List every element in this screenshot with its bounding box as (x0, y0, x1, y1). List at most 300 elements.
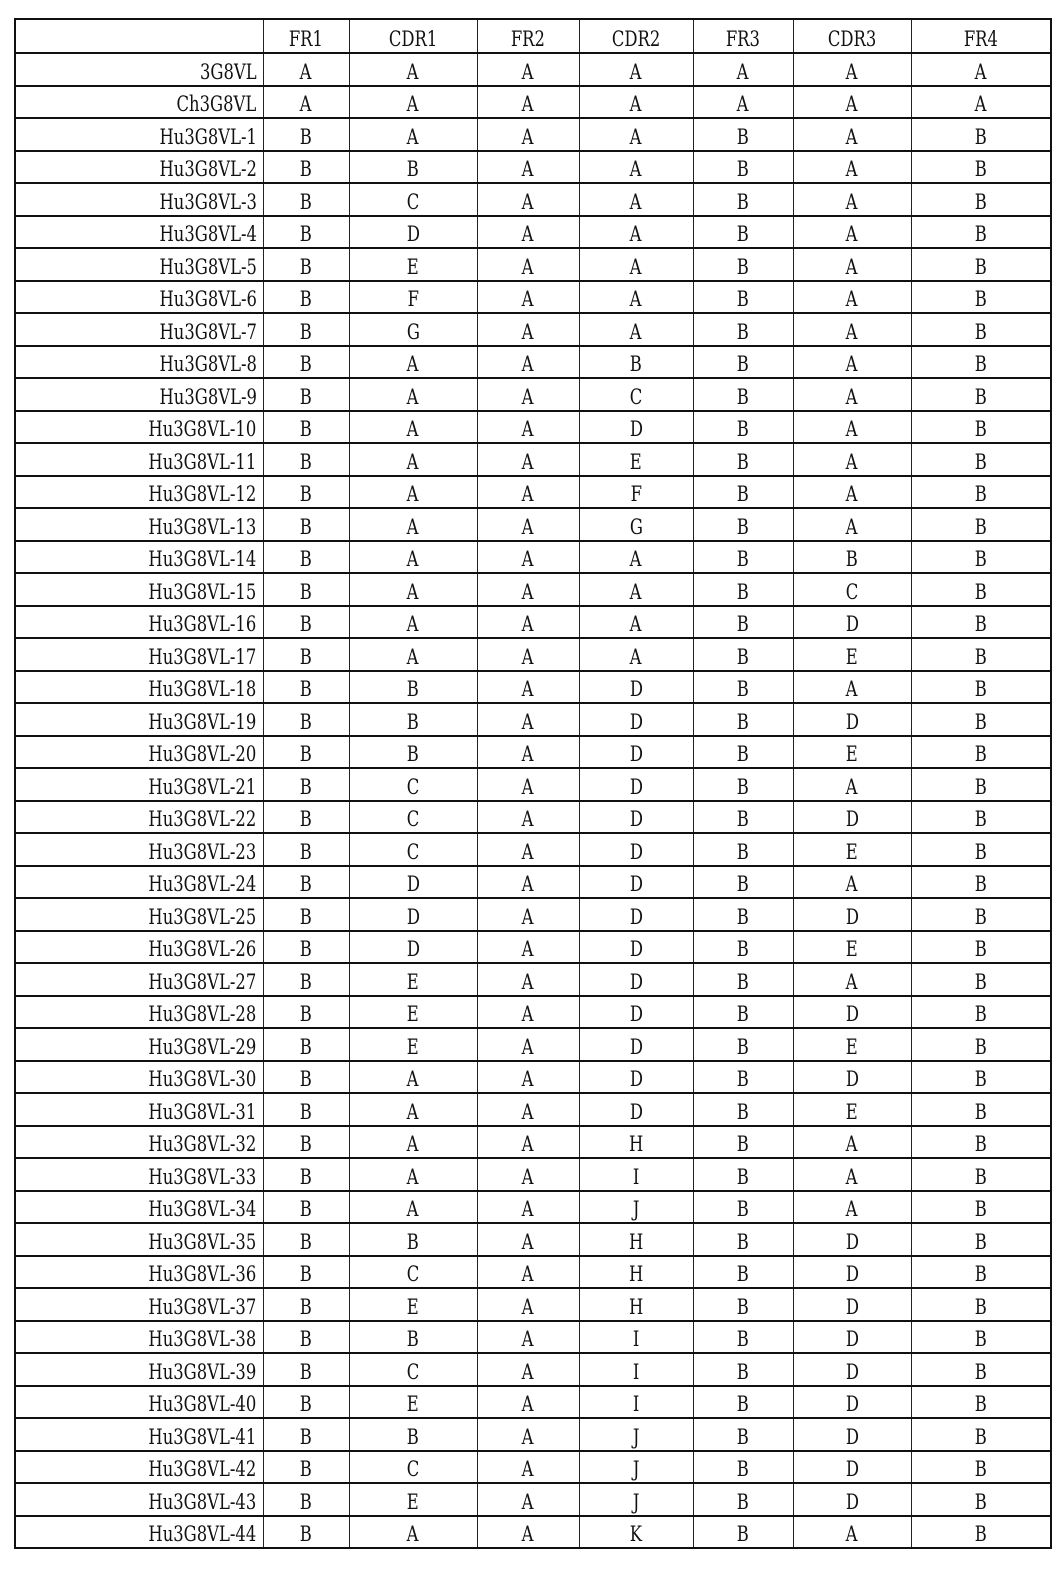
region-value: A (630, 254, 642, 279)
region-value-cell (911, 1191, 1051, 1224)
region-value-cell (911, 866, 1051, 899)
table-row (15, 638, 1051, 671)
region-value-cell (349, 1516, 477, 1549)
region-value-cell (693, 606, 793, 639)
variant-name: Hu3G8VL-12 (148, 482, 257, 506)
variant-name: Hu3G8VL-38 (148, 1327, 257, 1351)
variant-name: Hu3G8VL-31 (148, 1099, 257, 1124)
table-row (15, 53, 1051, 86)
table-row (15, 1256, 1051, 1289)
region-value: D (629, 969, 643, 994)
region-value: B (736, 937, 750, 961)
variant-name: Hu3G8VL-7 (159, 319, 257, 344)
table-row (15, 151, 1051, 184)
region-value-cell (579, 86, 693, 119)
region-value-cell (263, 573, 349, 606)
region-value-cell (263, 508, 349, 541)
region-value-cell (693, 183, 793, 216)
region-value: A (407, 1522, 419, 1546)
table-row (15, 866, 1051, 899)
column-header-label: CDR2 (611, 27, 661, 51)
region-value: B (974, 644, 987, 669)
region-value-cell (477, 1028, 579, 1061)
variant-name: Hu3G8VL-8 (159, 352, 257, 376)
region-value: B (299, 1392, 313, 1416)
variant-name-cell (15, 1418, 263, 1451)
region-value: A (846, 287, 858, 311)
region-value: B (299, 124, 313, 149)
region-value-cell (579, 1028, 693, 1061)
region-value: J (632, 1424, 640, 1449)
region-value: A (630, 319, 642, 344)
region-value-cell (579, 541, 693, 574)
region-value: A (846, 124, 858, 149)
region-value-cell (349, 638, 477, 671)
variant-name-cell (15, 1288, 263, 1321)
region-value: B (299, 352, 313, 376)
region-value-cell (579, 378, 693, 411)
region-value: B (299, 1132, 313, 1156)
region-value: A (846, 222, 858, 246)
column-header-label: CDR1 (388, 27, 438, 51)
region-value: B (736, 547, 750, 571)
table-row (15, 378, 1051, 411)
region-value: B (299, 1424, 313, 1449)
region-value-cell (793, 346, 911, 379)
region-value: B (299, 1359, 313, 1384)
region-value-cell (349, 1256, 477, 1289)
region-value: A (522, 1197, 534, 1221)
region-value: B (299, 839, 313, 864)
region-value-cell (911, 443, 1051, 476)
region-value: A (522, 1229, 534, 1254)
region-value: B (299, 1262, 313, 1286)
region-value-cell (693, 1256, 793, 1289)
region-value-cell (793, 508, 911, 541)
region-value-cell (693, 1516, 793, 1549)
region-value: B (406, 709, 420, 734)
region-value-cell (349, 86, 477, 119)
region-value-cell (911, 1126, 1051, 1159)
region-value-cell (349, 996, 477, 1029)
region-value-cell (693, 1158, 793, 1191)
column-header-label: CDR3 (827, 27, 877, 51)
region-value-cell (349, 703, 477, 736)
variant-name-cell (15, 313, 263, 346)
variant-name: Hu3G8VL-33 (148, 1164, 257, 1189)
column-header-label: FR2 (510, 27, 546, 51)
region-value: B (736, 124, 750, 149)
region-value-cell (349, 281, 477, 314)
region-value: D (629, 677, 643, 701)
region-value: B (299, 482, 313, 506)
region-value: B (974, 352, 987, 376)
region-value-cell (477, 703, 579, 736)
region-value: B (299, 904, 313, 929)
region-value-cell (693, 1223, 793, 1256)
region-value-cell (349, 1418, 477, 1451)
region-value: A (522, 514, 534, 539)
region-value-cell (793, 281, 911, 314)
table-row (15, 1061, 1051, 1094)
region-value: A (407, 1067, 419, 1091)
region-value: B (974, 1002, 987, 1026)
variant-name: Hu3G8VL-3 (159, 189, 257, 214)
variant-name-cell (15, 1386, 263, 1419)
region-value: A (630, 157, 642, 181)
region-value: A (522, 904, 534, 929)
region-value: A (846, 872, 858, 896)
region-value: B (845, 547, 859, 571)
region-value-cell (693, 736, 793, 769)
region-value: B (736, 417, 750, 441)
region-value: E (407, 969, 419, 994)
region-value: A (522, 612, 534, 636)
region-value-cell (349, 801, 477, 834)
region-value: B (974, 579, 987, 604)
region-value-cell (911, 1288, 1051, 1321)
region-value-cell (693, 1483, 793, 1516)
region-value-cell (793, 411, 911, 444)
region-value-cell (349, 151, 477, 184)
variant-name-cell (15, 508, 263, 541)
region-value: A (630, 547, 642, 571)
region-value: A (846, 384, 858, 409)
table-row (15, 1516, 1051, 1549)
region-value-cell (911, 1093, 1051, 1126)
region-value: A (522, 644, 534, 669)
variant-name-cell (15, 541, 263, 574)
region-value-cell (693, 1353, 793, 1386)
region-value-cell (477, 931, 579, 964)
region-value: A (522, 807, 534, 831)
region-value-cell (693, 216, 793, 249)
region-value-cell (477, 833, 579, 866)
region-value: B (299, 1229, 313, 1254)
variant-name-cell (15, 1451, 263, 1484)
region-value-cell (693, 411, 793, 444)
region-value-cell (263, 606, 349, 639)
region-value-cell (579, 183, 693, 216)
region-value: A (407, 482, 419, 506)
variant-name: Hu3G8VL-25 (148, 904, 257, 929)
table-row (15, 1451, 1051, 1484)
region-value-cell (477, 281, 579, 314)
region-value: A (630, 287, 642, 311)
variant-name-cell (15, 638, 263, 671)
variant-name: Hu3G8VL-15 (148, 579, 257, 604)
region-value-cell (477, 1191, 579, 1224)
region-value: B (736, 1489, 750, 1514)
region-value: D (629, 417, 643, 441)
variant-name-cell (15, 1093, 263, 1126)
region-value: B (299, 417, 313, 441)
region-value-cell (349, 671, 477, 704)
region-value-cell (349, 1483, 477, 1516)
region-value-cell (349, 443, 477, 476)
region-value: B (406, 1327, 420, 1351)
table-row (15, 703, 1051, 736)
region-value: B (974, 807, 987, 831)
region-value-cell (793, 801, 911, 834)
region-value-cell (349, 1158, 477, 1191)
region-value: A (407, 644, 419, 669)
region-value-cell (349, 1028, 477, 1061)
region-value: B (974, 774, 987, 799)
region-value: A (630, 222, 642, 246)
column-header (579, 19, 693, 53)
region-value: A (630, 189, 642, 214)
variant-name: Hu3G8VL-13 (148, 514, 257, 539)
region-value-cell (693, 313, 793, 346)
region-value-cell (793, 1061, 911, 1094)
region-value: B (299, 937, 313, 961)
region-value-cell (477, 573, 579, 606)
region-value: I (632, 1164, 640, 1189)
region-value-cell (793, 443, 911, 476)
region-value-cell (911, 963, 1051, 996)
variant-name: Hu3G8VL-10 (148, 417, 257, 441)
region-value: B (736, 904, 750, 929)
region-value-cell (793, 313, 911, 346)
variant-name: Hu3G8VL-18 (148, 677, 257, 701)
region-value: A (407, 1099, 419, 1124)
region-value: A (407, 1197, 419, 1221)
table-row (15, 1223, 1051, 1256)
region-value-cell (793, 1353, 911, 1386)
region-value: B (736, 514, 750, 539)
table-row (15, 573, 1051, 606)
variant-name-cell (15, 736, 263, 769)
region-value: B (736, 254, 750, 279)
region-value-cell (693, 866, 793, 899)
region-value-cell (263, 53, 349, 86)
column-header (349, 19, 477, 53)
table-body (15, 53, 1051, 1548)
table-row (15, 1386, 1051, 1419)
region-value: E (407, 1489, 419, 1514)
variant-name: Hu3G8VL-27 (148, 969, 257, 994)
region-value-cell (263, 411, 349, 444)
region-value-cell (793, 118, 911, 151)
region-value-cell (263, 898, 349, 931)
region-value-cell (349, 541, 477, 574)
region-value: D (845, 807, 859, 831)
region-value: D (406, 222, 420, 246)
region-value: B (736, 1392, 750, 1416)
region-value: A (522, 774, 534, 799)
region-value-cell (263, 703, 349, 736)
region-value-cell (793, 53, 911, 86)
variant-name-cell (15, 1353, 263, 1386)
variant-name: Hu3G8VL-26 (148, 937, 257, 961)
region-value: A (522, 1067, 534, 1091)
region-value-cell (911, 1158, 1051, 1191)
table-row (15, 1191, 1051, 1224)
region-value-cell (793, 996, 911, 1029)
variant-name-cell (15, 606, 263, 639)
region-value-cell (793, 248, 911, 281)
region-value: B (299, 969, 313, 994)
region-value: B (736, 612, 750, 636)
region-value-cell (263, 378, 349, 411)
region-value-cell (793, 86, 911, 119)
region-value-cell (693, 476, 793, 509)
region-value-cell (477, 216, 579, 249)
region-value: D (629, 1002, 643, 1026)
region-value-cell (911, 1028, 1051, 1061)
region-value-cell (793, 736, 911, 769)
region-value-cell (349, 898, 477, 931)
region-value: A (407, 547, 419, 571)
region-value: E (846, 1099, 858, 1124)
region-value-cell (579, 866, 693, 899)
region-value-cell (263, 1451, 349, 1484)
region-value: D (629, 904, 643, 929)
region-value: A (522, 579, 534, 604)
variant-name-cell (15, 378, 263, 411)
region-value: C (406, 1262, 420, 1286)
region-value: D (629, 937, 643, 961)
region-value-cell (693, 1191, 793, 1224)
region-value-cell (477, 1126, 579, 1159)
region-value: D (845, 612, 859, 636)
variant-name-cell (15, 963, 263, 996)
region-value: H (628, 1132, 644, 1156)
region-value: A (630, 612, 642, 636)
region-value-cell (477, 151, 579, 184)
region-value-cell (349, 378, 477, 411)
region-value: B (974, 1164, 987, 1189)
region-value: B (974, 417, 987, 441)
region-value-cell (793, 476, 911, 509)
table-row (15, 346, 1051, 379)
variant-name-cell (15, 703, 263, 736)
region-value-cell (263, 346, 349, 379)
region-value: A (407, 417, 419, 441)
region-value: E (407, 1294, 419, 1319)
region-value: B (974, 709, 987, 734)
header-row (15, 19, 1051, 53)
variant-name: Hu3G8VL-1 (159, 124, 257, 149)
region-value: B (736, 709, 750, 734)
region-value-cell (263, 281, 349, 314)
region-value: B (736, 1457, 750, 1481)
region-value: B (299, 1294, 313, 1319)
region-value-cell (477, 1516, 579, 1549)
region-value: A (407, 514, 419, 539)
region-value: B (974, 254, 987, 279)
column-header (693, 19, 793, 53)
region-value-cell (349, 866, 477, 899)
region-value: B (974, 1327, 987, 1351)
table-row (15, 476, 1051, 509)
region-value: E (407, 1392, 419, 1416)
region-value-cell (263, 996, 349, 1029)
region-value-cell (579, 996, 693, 1029)
region-value-cell (793, 541, 911, 574)
region-value: B (736, 287, 750, 311)
region-value: A (522, 1392, 534, 1416)
region-value: C (406, 807, 420, 831)
region-value: A (522, 742, 534, 766)
region-value: B (299, 1034, 313, 1059)
variant-name-cell (15, 931, 263, 964)
table-row (15, 443, 1051, 476)
region-value: B (736, 449, 750, 474)
region-value-cell (793, 963, 911, 996)
region-value-cell (477, 1288, 579, 1321)
region-value-cell (349, 411, 477, 444)
region-value: B (974, 124, 987, 149)
table-row (15, 963, 1051, 996)
region-value-cell (693, 1126, 793, 1159)
region-value: B (974, 1489, 987, 1514)
variant-name-cell (15, 151, 263, 184)
region-value-cell (793, 931, 911, 964)
region-value: B (974, 1132, 987, 1156)
variant-name: Hu3G8VL-16 (148, 612, 257, 636)
region-value-cell (793, 1483, 911, 1516)
region-value-cell (911, 1321, 1051, 1354)
region-value: C (406, 774, 420, 799)
region-value: B (629, 352, 643, 376)
region-value: B (736, 1002, 750, 1026)
table-row (15, 541, 1051, 574)
region-value: B (299, 807, 313, 831)
region-value: A (846, 1164, 858, 1189)
table-row (15, 736, 1051, 769)
region-value: B (736, 872, 750, 896)
region-value-cell (579, 476, 693, 509)
region-value-cell (911, 1418, 1051, 1451)
region-value-cell (263, 1158, 349, 1191)
variant-name: Hu3G8VL-35 (148, 1229, 257, 1254)
region-value-cell (579, 833, 693, 866)
region-value: D (845, 904, 859, 929)
region-value-cell (793, 183, 911, 216)
region-value-cell (693, 931, 793, 964)
region-value: A (630, 59, 642, 84)
region-value-cell (793, 638, 911, 671)
region-value: J (632, 1197, 640, 1221)
region-value: B (299, 254, 313, 279)
region-value-cell (911, 216, 1051, 249)
region-value-cell (477, 476, 579, 509)
region-value-cell (477, 1418, 579, 1451)
region-value: A (846, 1197, 858, 1221)
region-value-cell (793, 1321, 911, 1354)
region-value-cell (793, 1451, 911, 1484)
variant-name-cell (15, 216, 263, 249)
region-value-cell (693, 671, 793, 704)
region-value: B (736, 1327, 750, 1351)
region-value: A (846, 1522, 858, 1546)
region-value-cell (911, 996, 1051, 1029)
variant-name-cell (15, 476, 263, 509)
region-value-cell (349, 1191, 477, 1224)
region-value-cell (263, 1483, 349, 1516)
region-value-cell (579, 118, 693, 151)
region-value: B (406, 1229, 420, 1254)
region-value: A (522, 1489, 534, 1514)
region-value: D (845, 1327, 859, 1351)
region-value: D (845, 709, 859, 734)
region-value: I (632, 1392, 640, 1416)
region-value: B (974, 1067, 987, 1091)
region-value: A (522, 59, 534, 84)
region-value: B (974, 1197, 987, 1221)
